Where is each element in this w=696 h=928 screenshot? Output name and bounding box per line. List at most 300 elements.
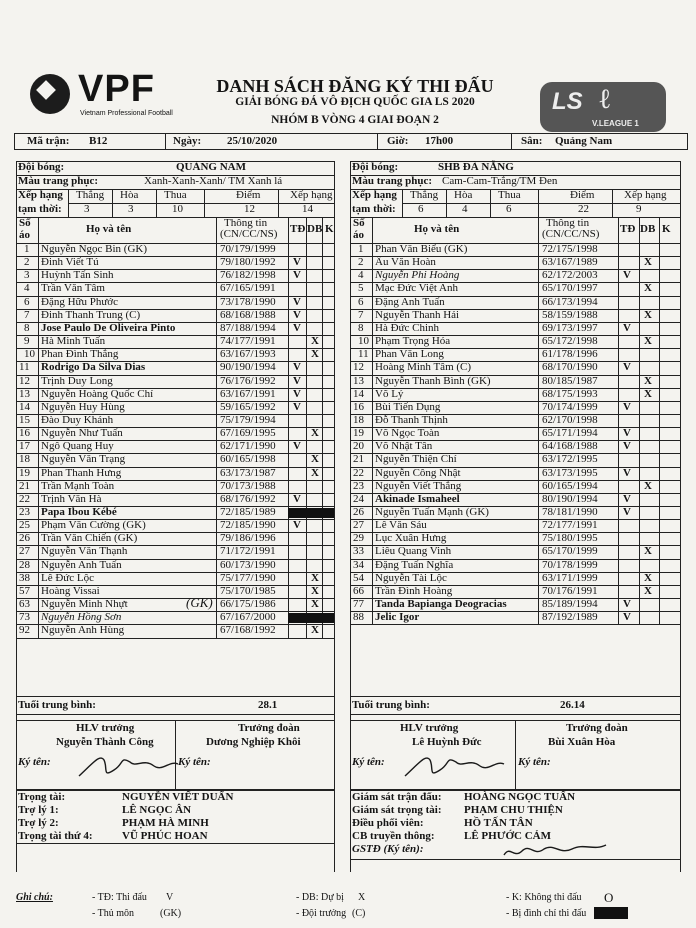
player-info: 63/167/1993: [220, 348, 276, 361]
player-row: [350, 375, 680, 388]
player-name: Võ Nhật Tân: [375, 440, 433, 453]
player-name: Lê Văn Sáu: [375, 519, 427, 532]
player-row: [16, 388, 334, 401]
player-name: Rodrigo Da Silva Dias: [41, 361, 146, 374]
player-name: Bùi Tiến Dụng: [375, 400, 441, 413]
note-td-value: V: [166, 892, 174, 903]
player-row: [350, 440, 680, 453]
shirt-number: 28: [19, 558, 30, 571]
kit-label: Màu trang phục:: [18, 175, 99, 187]
substitute-mark: X: [311, 453, 319, 466]
shirt-number: 63: [19, 598, 30, 611]
shirt-number: 26: [19, 532, 30, 545]
player-row: [16, 440, 334, 453]
player-info: 68/176/1992: [220, 492, 276, 505]
team-manager-label: Trưởng đoàn: [238, 722, 300, 734]
player-info: 70/179/1999: [220, 243, 276, 255]
substitute-mark: X: [311, 584, 319, 597]
shirt-number: 24: [353, 492, 364, 505]
substitute-mark: X: [644, 256, 652, 269]
player-name: Âu Văn Hoàn: [375, 256, 436, 269]
player-info: 72/185/1989: [220, 506, 276, 518]
swirl-icon: ℓ: [598, 84, 612, 115]
shirt-number: 13: [353, 374, 364, 387]
player-row: [16, 282, 334, 295]
starter-mark: V: [623, 611, 631, 624]
player-info: 62/170/1998: [542, 413, 598, 426]
player-row: [16, 493, 334, 506]
player-info: 60/165/1994: [542, 479, 598, 492]
starter-mark: V: [293, 308, 301, 321]
player-name: Trần Đình Hoàng: [375, 584, 453, 597]
player-name: Nguyễn Huy Hùng: [41, 400, 125, 413]
shirt-number: 16: [19, 427, 30, 440]
substitute-mark: X: [644, 479, 652, 492]
team-label: Đội bóng:: [352, 161, 399, 173]
shirt-number: 14: [19, 400, 30, 413]
shirt-number: 20: [353, 440, 364, 453]
average-age-label: Tuổi trung bình:: [352, 699, 430, 711]
player-row: [16, 348, 334, 361]
starter-mark: V: [293, 361, 301, 374]
stat-header-pos1: Xếp hạng: [290, 189, 333, 201]
player-row: [350, 296, 680, 309]
team-manager-name: Bùi Xuân Hòa: [548, 736, 616, 748]
player-info: 65/172/1998: [542, 335, 598, 348]
player-name: Huỳnh Tấn Sinh: [41, 269, 114, 282]
player-row: [350, 309, 680, 322]
player-row: [16, 256, 334, 269]
rank-label-2: tạm thời:: [18, 203, 62, 215]
player-info: 75/177/1990: [220, 571, 276, 584]
player-row: [350, 256, 680, 269]
player-name: Jose Paulo De Oliveira Pinto: [41, 321, 176, 334]
official-label: Trọng tài:: [18, 791, 66, 803]
supervisor-name: HOÀNG NGỌC TUẤN: [464, 791, 576, 803]
substitute-mark: X: [311, 598, 319, 611]
starter-mark: V: [623, 466, 631, 479]
team-name: SHB ĐÀ NẴNG: [438, 161, 514, 173]
player-name: Nguyễn Hồng Sơn: [41, 611, 122, 624]
player-name: Phan Văn Biểu (GK): [375, 243, 468, 255]
player-row: [350, 322, 680, 335]
player-row: [16, 519, 334, 532]
player-name: Trần Văn Tâm: [41, 282, 105, 295]
note-captain: - Đội trưởng: [296, 908, 347, 919]
coach-signature: [74, 752, 184, 782]
football-icon: [30, 74, 70, 114]
player-name: Đặng Tuấn Nghĩa: [375, 558, 454, 571]
player-info: 67/165/1991: [220, 282, 276, 295]
kit-colors: Cam-Cam-Trắng/TM Đen: [442, 175, 558, 187]
manager-sign-label: Ký tên:: [178, 756, 211, 768]
official-label: Trợ lý 1:: [18, 804, 59, 816]
player-name: Đặng Hữu Phước: [41, 295, 119, 308]
player-row: [350, 545, 680, 558]
match-time: 17h00: [425, 135, 454, 147]
shirt-number: 6: [358, 295, 364, 308]
suspended-swatch: [594, 907, 628, 919]
supervisor-name: LÊ PHƯỚC CẢM: [464, 830, 551, 842]
substitute-mark: X: [311, 571, 319, 584]
player-row: [350, 335, 680, 348]
player-info: 75/170/1985: [220, 584, 276, 597]
player-info: 70/178/1999: [542, 558, 598, 571]
player-row: [16, 545, 334, 558]
starter-mark: V: [623, 492, 631, 505]
player-info: 68/168/1988: [220, 308, 276, 321]
suspended-bar: [288, 613, 334, 623]
shirt-number: 92: [19, 624, 30, 637]
player-row: [350, 519, 680, 532]
player-row: [16, 401, 334, 414]
supervisor-label: CB truyền thông:: [352, 830, 435, 842]
official-label: Trọng tài thứ 4:: [18, 830, 93, 842]
substitute-mark: X: [644, 545, 652, 558]
stat-header-pts: Điểm: [236, 189, 261, 201]
player-name: Đỗ Thanh Thịnh: [375, 413, 448, 426]
supervisor-label: Điều phối viên:: [352, 817, 424, 829]
shirt-number: 8: [24, 321, 30, 334]
starter-mark: V: [623, 427, 631, 440]
player-name: Nguyễn Anh Hùng: [41, 624, 125, 637]
player-info: 63/167/1989: [542, 256, 598, 269]
vpf-logo-text: VPF: [78, 68, 155, 110]
player-name: Phan Thanh Hưng: [41, 466, 122, 479]
supervisor-label: Giám sát trận đấu:: [352, 791, 442, 803]
shirt-number: 2: [358, 256, 364, 269]
stat-value-d: 4: [462, 203, 468, 215]
shirt-number-header-2: áo: [353, 229, 364, 241]
info-header: Thông tin: [546, 217, 590, 229]
player-row: [16, 480, 334, 493]
stat-header-draw: Hòa: [454, 189, 473, 201]
team-manager-name: Dương Nghiệp Khôi: [206, 736, 301, 748]
starter-mark: V: [623, 598, 631, 611]
shirt-number: 23: [353, 479, 364, 492]
shirt-number: 7: [358, 308, 364, 321]
shirt-number: 14: [353, 387, 364, 400]
player-info: 65/170/1997: [542, 282, 598, 295]
notes-title: Ghi chú:: [16, 892, 53, 903]
stat-value-pos: 14: [302, 203, 313, 215]
substitute-mark: X: [644, 374, 652, 387]
player-name: Trần Mạnh Toàn: [41, 479, 115, 492]
ls-logo-text: LS: [552, 88, 583, 115]
shirt-number: 8: [358, 321, 364, 334]
player-info: 72/177/1991: [542, 519, 598, 532]
substitute-mark: X: [311, 427, 319, 440]
player-name: Trịnh Duy Long: [41, 374, 113, 387]
shirt-number: 1: [358, 243, 364, 255]
player-row: [350, 401, 680, 414]
vpf-logo-subtitle: Vietnam Professional Football: [80, 110, 173, 117]
shirt-number-header: Số: [19, 217, 31, 229]
substitute-mark: X: [311, 335, 319, 348]
player-row: [350, 361, 680, 374]
shirt-number: 10: [358, 335, 369, 348]
player-name: Nguyễn Ngọc Bin (GK): [41, 243, 148, 255]
shirt-number: 9: [24, 335, 30, 348]
player-name: Nguyễn Thanh Bình (GK): [375, 374, 491, 387]
player-name: Đinh Viết Tú: [41, 256, 99, 269]
substitute-mark: X: [644, 282, 652, 295]
shirt-number: 12: [353, 361, 364, 374]
player-info: 61/178/1996: [542, 348, 598, 361]
match-date-label: Ngày:: [173, 135, 202, 147]
shirt-number: 27: [353, 519, 364, 532]
stat-value-d: 3: [128, 203, 134, 215]
player-row: [16, 572, 334, 585]
player-row: [16, 532, 334, 545]
k-header: K: [662, 223, 671, 235]
starter-mark: V: [293, 269, 301, 282]
player-info: 66/175/1986: [220, 598, 276, 611]
db-header: DB: [640, 223, 656, 235]
player-info: 64/168/1988: [542, 440, 598, 453]
stat-value-pts: 22: [578, 203, 589, 215]
shirt-number: 88: [353, 611, 364, 624]
player-row: [16, 375, 334, 388]
player-info: 70/173/1988: [220, 479, 276, 492]
shirt-number: 10: [24, 348, 35, 361]
starter-mark: V: [623, 440, 631, 453]
substitute-mark: X: [644, 387, 652, 400]
rank-label-2: tạm thời:: [352, 203, 396, 215]
player-name-header: Họ và tên: [414, 223, 460, 235]
shirt-number: 18: [353, 413, 364, 426]
note-captain-value: (C): [352, 908, 366, 919]
shirt-number: 1: [24, 243, 30, 255]
match-time-label: Giờ:: [387, 135, 409, 147]
player-info: 63/172/1995: [542, 453, 598, 466]
stat-value-pos: 9: [636, 203, 642, 215]
player-row: [16, 269, 334, 282]
player-row: [350, 611, 680, 624]
player-info: 69/173/1997: [542, 321, 598, 334]
player-row: [16, 427, 334, 440]
player-name: Đinh Thanh Trung (C): [41, 308, 141, 321]
db-header: DB: [307, 223, 323, 235]
shirt-number: 38: [19, 571, 30, 584]
player-name: Nguyễn Văn Thạnh: [41, 545, 128, 558]
match-code: B12: [89, 135, 108, 147]
player-name: Mạc Đức Việt Anh: [375, 282, 458, 295]
kit-colors: Xanh-Xanh-Xanh/ TM Xanh lá: [144, 175, 283, 187]
player-name: Nguyễn Như Tuấn: [41, 427, 123, 440]
match-code-label: Mã trận:: [27, 135, 70, 147]
player-row: [16, 506, 334, 519]
stat-value-l: 10: [172, 203, 183, 215]
player-info: 65/170/1999: [542, 545, 598, 558]
shirt-number: 15: [19, 413, 30, 426]
shirt-number: 34: [353, 558, 364, 571]
head-coach-label: HLV trưởng: [76, 722, 135, 734]
player-info: 58/159/1988: [542, 308, 598, 321]
player-row: [350, 348, 680, 361]
player-name: Nguyễn Phi Hoàng: [375, 269, 460, 282]
shirt-number-header: Số: [353, 217, 365, 229]
player-row: [350, 559, 680, 572]
player-info: 62/171/1990: [220, 440, 276, 453]
supervisor-name: HỒ TẤN TÂN: [464, 817, 533, 829]
note-gk: - Thủ môn: [92, 908, 135, 919]
player-name: Nguyễn Tuấn Mạnh (GK): [375, 506, 489, 518]
shirt-number: 16: [353, 400, 364, 413]
shirt-number: 5: [358, 282, 364, 295]
player-info: 70/174/1999: [542, 400, 598, 413]
shirt-number: 26: [353, 506, 364, 518]
player-row: [350, 414, 680, 427]
official-name: LÊ NGỌC ÂN: [122, 804, 192, 816]
shirt-number: 77: [353, 598, 364, 611]
player-info: 71/172/1991: [220, 545, 276, 558]
player-row: [350, 598, 680, 611]
player-name: Akinade Ismaheel: [375, 492, 460, 505]
player-name: Ngô Quang Huy: [41, 440, 114, 453]
head-coach-name: Nguyễn Thành Công: [56, 736, 154, 748]
shirt-number-header-2: áo: [19, 229, 30, 241]
player-info: 73/178/1990: [220, 295, 276, 308]
starter-mark: V: [623, 361, 631, 374]
starter-mark: V: [293, 321, 301, 334]
shirt-number: 19: [353, 427, 364, 440]
player-row: [350, 506, 680, 519]
player-name-header: Họ và tên: [86, 223, 132, 235]
note-gk-value: (GK): [160, 908, 182, 919]
player-info: 80/190/1994: [542, 492, 598, 505]
stat-header-draw: Hòa: [120, 189, 139, 201]
player-info: 74/177/1991: [220, 335, 276, 348]
info-header-2: (CN/CC/NS): [220, 228, 278, 240]
starter-mark: V: [293, 440, 301, 453]
team-name: QUẢNG NAM: [176, 161, 246, 173]
player-info: 63/173/1995: [542, 466, 598, 479]
player-name: Lê Đức Lộc: [41, 571, 94, 584]
supervisor-signature: [500, 837, 610, 867]
player-info: 79/186/1996: [220, 532, 276, 545]
player-info: 80/185/1987: [542, 374, 598, 387]
player-info: 67/169/1995: [220, 427, 276, 440]
starter-mark: V: [293, 295, 301, 308]
player-info: 87/188/1994: [220, 321, 276, 334]
shirt-number: 22: [19, 492, 30, 505]
k-header: K: [325, 223, 334, 235]
official-label: Trợ lý 2:: [18, 817, 59, 829]
substitute-mark: X: [311, 348, 319, 361]
document-title: DANH SÁCH ĐĂNG KÝ THI ĐẤU: [216, 76, 494, 96]
player-name: Tanda Bapianga Deogracias: [375, 598, 507, 611]
note-k: - K: Không thi đấu: [506, 892, 582, 903]
note-db-value: X: [358, 892, 366, 903]
player-name: Hoàng Minh Tâm (C): [375, 361, 472, 374]
note-td: - TĐ: Thi đấu: [92, 892, 147, 903]
stat-value-pts: 12: [244, 203, 255, 215]
starter-mark: V: [623, 269, 631, 282]
note-ban: - Bị đình chỉ thi đấu: [506, 908, 587, 919]
player-info: 72/175/1998: [542, 243, 598, 255]
player-row: [350, 480, 680, 493]
player-info: 68/175/1993: [542, 387, 598, 400]
player-info: 75/180/1995: [542, 532, 598, 545]
official-name: NGUYỄN VIẾT DUẨN: [122, 791, 234, 803]
player-row: [16, 309, 334, 322]
player-info: 68/170/1990: [542, 361, 598, 374]
substitute-mark: X: [644, 584, 652, 597]
player-name: Nguyễn Công Nhật: [375, 466, 461, 479]
starter-mark: V: [293, 256, 301, 269]
team-manager-label: Trưởng đoàn: [566, 722, 628, 734]
player-row: [350, 427, 680, 440]
player-info: 85/189/1994: [542, 598, 598, 611]
player-info: 76/176/1992: [220, 374, 276, 387]
substitute-mark: X: [311, 624, 319, 637]
player-row: [350, 282, 680, 295]
info-header-2: (CN/CC/NS): [542, 228, 600, 240]
player-row: [16, 611, 334, 624]
player-name: Võ Lý: [375, 387, 404, 400]
player-row: [16, 361, 334, 374]
player-row: [350, 532, 680, 545]
match-date: 25/10/2020: [227, 135, 278, 147]
player-info: 90/190/1994: [220, 361, 276, 374]
substitute-mark: X: [644, 308, 652, 321]
player-info: 72/185/1990: [220, 519, 276, 532]
starter-mark: V: [293, 492, 301, 505]
head-coach-label: HLV trưởng: [400, 722, 459, 734]
substitute-mark: X: [644, 571, 652, 584]
shirt-number: 18: [19, 453, 30, 466]
vleague-logo: [540, 82, 666, 132]
player-row: [350, 388, 680, 401]
player-name: Nguyễn Văn Trạng: [41, 453, 126, 466]
vleague-logo-text: V.LEAGUE 1: [592, 119, 639, 128]
player-row: [350, 493, 680, 506]
player-info: 63/167/1991: [220, 387, 276, 400]
shirt-number: 2: [24, 256, 30, 269]
shirt-number: 21: [19, 479, 30, 492]
player-info: 67/167/2000: [220, 611, 276, 624]
player-info: 66/173/1994: [542, 295, 598, 308]
shirt-number: 57: [19, 584, 30, 597]
player-info: 76/182/1998: [220, 269, 276, 282]
player-name: Phan Đình Thắng: [41, 348, 119, 361]
shirt-number: 66: [353, 584, 364, 597]
player-name: Nguyễn Hoàng Quốc Chí: [41, 387, 154, 400]
shirt-number: 27: [19, 545, 30, 558]
shirt-number: 11: [358, 348, 369, 361]
shirt-number: 13: [19, 387, 30, 400]
substitute-mark: X: [644, 335, 652, 348]
player-name: Lục Xuân Hưng: [375, 532, 447, 545]
note-k-value: O: [604, 890, 614, 905]
round-title: NHÓM B VÒNG 4 GIAI ĐOẠN 2: [271, 114, 439, 126]
player-info: 60/173/1990: [220, 558, 276, 571]
shirt-number: 54: [353, 571, 364, 584]
stat-value-l: 6: [506, 203, 512, 215]
note-db: - DB: Dự bị: [296, 892, 344, 903]
stat-header-win: Thắng: [76, 189, 105, 201]
shirt-number: 11: [19, 361, 30, 374]
shirt-number: 29: [353, 532, 364, 545]
shirt-number: 73: [19, 611, 30, 624]
player-name: Trần Văn Chiến (GK): [41, 532, 138, 545]
player-name: Hà Đức Chinh: [375, 321, 440, 334]
official-name: PHẠM HÀ MINH: [122, 817, 209, 829]
player-name: Liêu Quang Vinh: [375, 545, 452, 558]
starter-mark: V: [293, 519, 301, 532]
handwritten-note: (GK): [186, 595, 213, 611]
